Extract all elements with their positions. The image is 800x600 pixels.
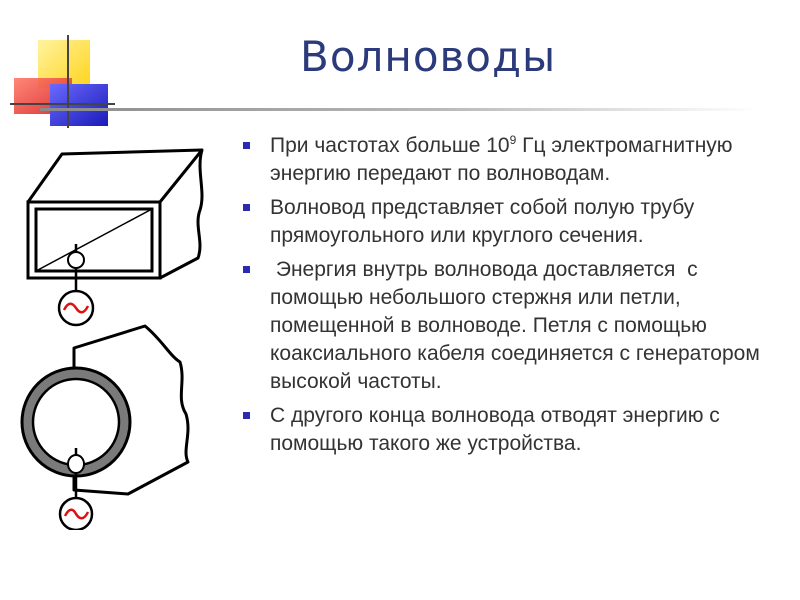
- bullet-superscript: 9: [509, 133, 517, 147]
- bullet-text: Энергия внутрь волновода доставляется с помощью небольшого стержня или петли, помещенной в волноводе. Петля с помощью коаксиального кабеля соединяется с генератором высокой частоты.: [270, 258, 766, 393]
- rectangular-waveguide-icon: [28, 150, 202, 290]
- bullet-icon: [243, 266, 250, 273]
- list-item: [240, 194, 785, 250]
- bullet-text: С другого конца волновода отводят энергию с помощью такого же устройства.: [270, 404, 720, 455]
- title-divider: [40, 108, 760, 111]
- bullet-text: При частотах больше 10: [270, 134, 510, 157]
- slide-title: Волноводы: [300, 32, 557, 81]
- bullet-text: Гц электромагнитную энергию передают по волноводам.: [270, 134, 733, 185]
- bullet-icon: [243, 412, 250, 419]
- list-item: [240, 402, 785, 458]
- ac-generator-icon: [59, 291, 93, 325]
- bullet-list: [240, 132, 785, 464]
- list-item: [240, 256, 785, 396]
- ac-generator-icon: [60, 498, 92, 530]
- list-item: [240, 132, 785, 188]
- bullet-icon: [243, 142, 250, 149]
- bullet-icon: [243, 204, 250, 211]
- waveguide-illustration: [10, 130, 225, 530]
- circular-waveguide-icon: [22, 326, 188, 498]
- bullet-text: Волновод представляет собой полую трубу прямоугольного или круглого сечения.: [270, 196, 695, 247]
